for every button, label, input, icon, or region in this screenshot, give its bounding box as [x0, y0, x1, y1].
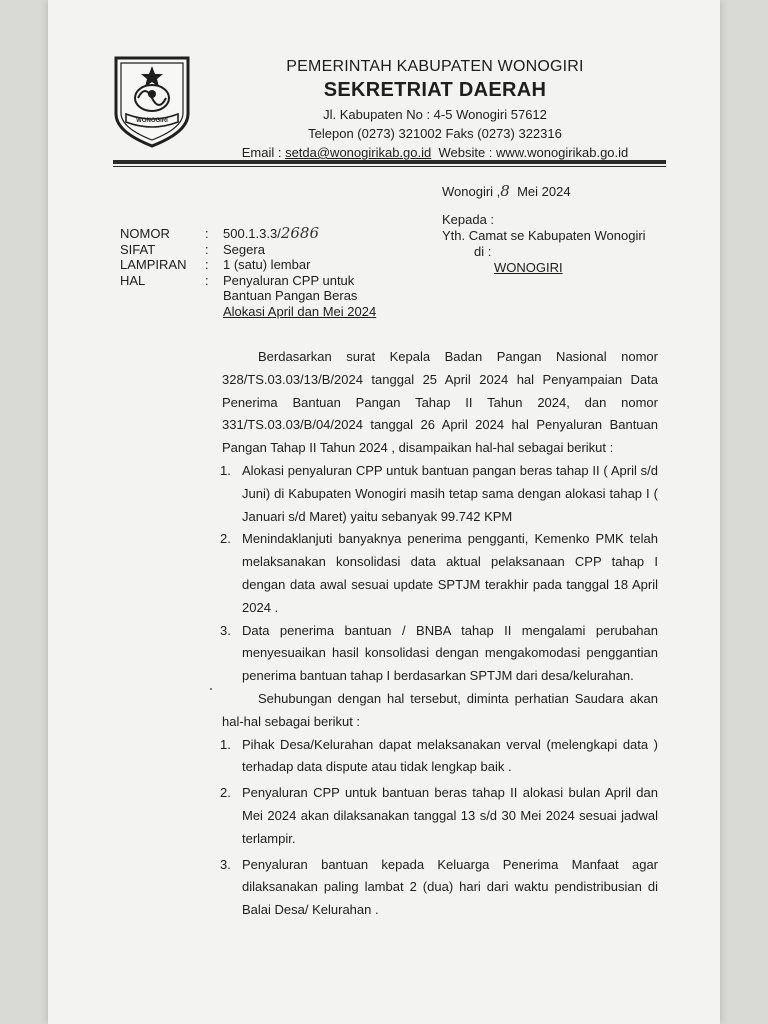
- followup-paragraph: Sehubungan dengan hal tersebut, diminta perhatian Saudara akan hal-hal sebagai berikut :: [222, 690, 658, 729]
- list-text: Penyaluran bantuan kepada Keluarga Penerima Manfaat agar dilaksanakan paling lambat 2 (dua) hari dari waktu pendistribusian di Balai Desa/ Kelurahan .: [242, 856, 658, 918]
- meta-hal: [120, 273, 376, 320]
- list-text: Penyaluran CPP untuk bantuan beras tahap II alokasi bulan April dan Mei 2024 akan dilaksanakan tanggal 13 s/d 30 Mei 2024 sesuai jadwal terlampir.: [242, 785, 658, 846]
- hal-value: [223, 273, 376, 320]
- meta-nomor: [120, 226, 376, 242]
- nomor-value: [223, 226, 319, 242]
- lampiran-label: LAMPIRAN: [120, 257, 187, 272]
- meta-lampiran: [120, 257, 376, 273]
- meta-sifat: [120, 242, 376, 258]
- date-month-year: Mei 2024: [517, 184, 571, 199]
- email-link[interactable]: setda@wonogirikab.go.id: [285, 145, 432, 160]
- letter-meta: [120, 226, 376, 319]
- sifat-value: Segera: [223, 241, 265, 257]
- points-list-1: [222, 460, 658, 688]
- website-text: Website : www.wonogirikab.go.id: [431, 145, 629, 160]
- recipient-destination: WONOGIRI: [494, 260, 563, 275]
- list-item: [222, 734, 658, 780]
- list-item: [222, 460, 658, 528]
- recipient-kepada: Kepada :: [442, 212, 495, 227]
- hal-label: HAL: [120, 272, 146, 288]
- letter-date: [442, 182, 571, 200]
- nomor-handwritten: 2686: [280, 224, 320, 242]
- date-day-handwritten: 8: [500, 182, 510, 200]
- letter-body: [222, 346, 658, 925]
- list-number: 1.: [220, 736, 231, 752]
- government-name: PEMERINTAH KABUPATEN WONOGIRI: [286, 58, 584, 75]
- hal-line-3: Alokasi April dan Mei 2024: [223, 303, 377, 319]
- list-item: [222, 620, 658, 688]
- recipient-block: [442, 212, 646, 276]
- email-label: Email :: [241, 145, 286, 160]
- wonogiri-regency-emblem-icon: [112, 54, 192, 150]
- list-text: Alokasi penyaluran CPP untuk bantuan pangan beras tahap II ( April s/d Juni) di Kabupaten Wonogiri masih tetap sama dengan alokasi tahap I ( Januari s/d Maret) yaitu sebanyak 99.742 KPM: [242, 462, 658, 524]
- meta-colon: :: [205, 272, 209, 288]
- emblem-text: WONOGIRI: [136, 118, 168, 124]
- sifat-label: SIFAT: [120, 241, 156, 257]
- header-divider-thin: [113, 166, 666, 167]
- recipient-name: Yth. Camat se Kabupaten Wonogiri: [442, 228, 646, 243]
- recipient-di: di :: [474, 244, 492, 259]
- list-text: Data penerima bantuan / BNBA tahap II mengalami perubahan menyesuaikan hasil konsolidasi dengan mengakomodasi penggantian penerima bantuan tahap I berdasarkan SPTJM dari desa/kelurahan.: [242, 622, 658, 684]
- date-city: Wonogiri ,: [442, 184, 501, 199]
- list-number: 2.: [220, 785, 231, 801]
- meta-colon: :: [205, 257, 209, 272]
- intro-paragraph: Berdasarkan surat Kepala Badan Pangan Nasional nomor 328/TS.03.03/13/B/2024 tanggal 25 April 2024 hal Penyampaian Data Penerima Bantuan Pangan Tahap II Tahun 2024, dan nomor 331/TS.03.03/B/04/2024 tanggal 26 April 2024 hal Penyaluran Bantuan Pangan Tahap II Tahun 2024 , disampaikan hal-hal sebagai berikut :: [222, 349, 658, 456]
- office-address: Jl. Kabupaten No : 4-5 Wonogiri 57612: [323, 107, 547, 122]
- points-list-2: [222, 734, 658, 922]
- meta-colon: :: [205, 226, 209, 241]
- list-number: 3.: [220, 622, 231, 638]
- list-item: [222, 528, 658, 619]
- office-name: SEKRETRIAT DAERAH: [323, 79, 547, 101]
- list-number: 3.: [220, 856, 231, 872]
- list-item: [222, 854, 658, 922]
- stray-ink-dot: [210, 688, 212, 690]
- nomor-printed: 500.1.3.3/: [223, 226, 281, 241]
- lampiran-value: 1 (satu) lembar: [223, 257, 311, 272]
- list-text: Menindaklanjuti banyaknya penerima pengganti, Kemenko PMK telah melaksanakan konsolidasi data aktual pelaksanaan CPP tahap I dengan data awal sesuai update SPTJM terakhir pada tanggal 18 April 2024 .: [242, 531, 658, 615]
- nomor-label: NOMOR: [120, 226, 170, 241]
- list-number: 1.: [220, 462, 231, 478]
- list-number: 2.: [220, 531, 231, 547]
- letterhead: [200, 56, 670, 162]
- hal-line-2: Bantuan Pangan Beras: [223, 288, 358, 303]
- hal-line-1: Penyaluran CPP untuk: [223, 272, 355, 288]
- meta-colon: :: [205, 241, 209, 257]
- office-phone: Telepon (0273) 321002 Faks (0273) 322316: [308, 126, 562, 141]
- list-item: [222, 782, 658, 850]
- header-divider-thick: [113, 160, 666, 164]
- list-text: Pihak Desa/Kelurahan dapat melaksanakan verval (melengkapi data ) terhadap data dispute atau tidak lengkap baik .: [242, 736, 658, 775]
